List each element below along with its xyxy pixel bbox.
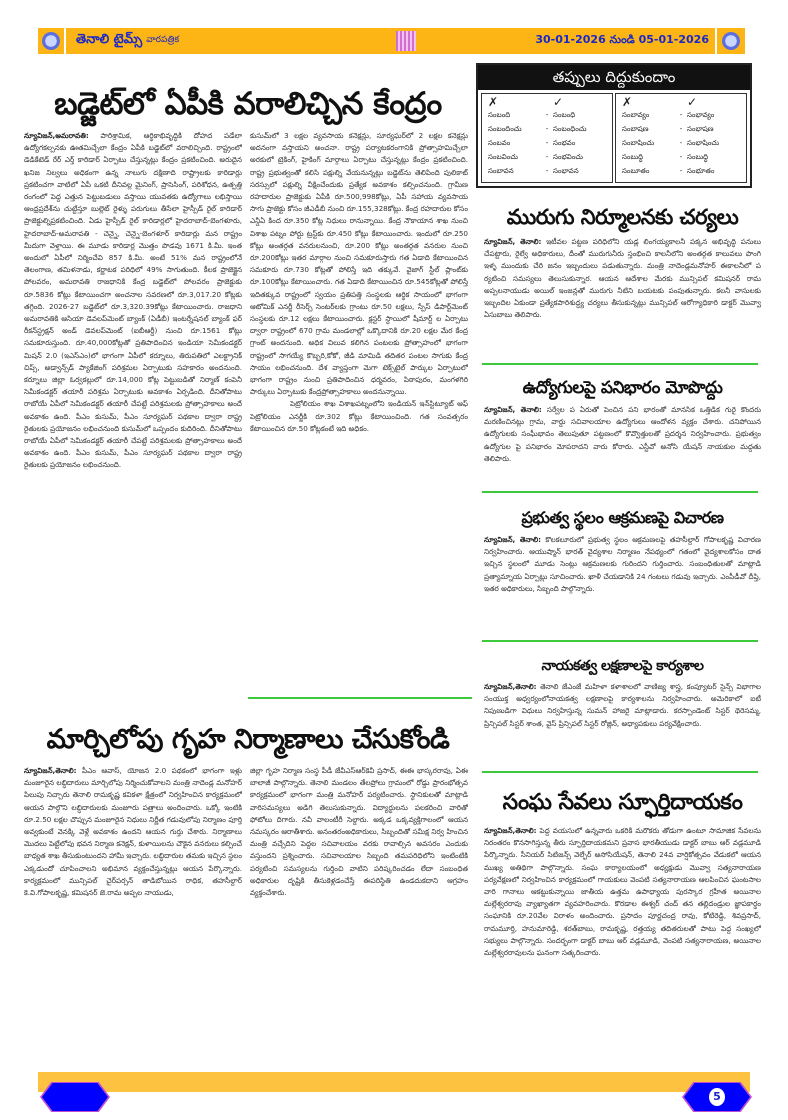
correction-row: సంబావన - సంభావన [488,167,579,175]
article-text: సర్వేల ప ఏరుతో పెంచిన పని భారంతో మానసిక ఒత్తిడిక గురై కొందరు మరణించినట్లు గ్రామ, వార్డు సచివాలయాల ఉద్యోగులు ఆందోళన వ్యక్తం చేశారు. చనిపోయిన ఉద్యోగులకు సంఘీభావం తెలుపుతూ పట్టణంలో కొవ్వొత్తులతో ప్రదర్శన నిర్వహించారు. ప్రభుత్వం ఉద్యోగుల పై పనిభారం మోపరాదని వారు కోరారు. ఎస్టీవో అనోసి యేషన్ నాయకుల మద్దతు తెలిపారు. [484,405,761,463]
masthead-logo-right [715,28,745,54]
masthead-logo [38,28,66,54]
article-drainage [484,236,761,344]
headline-employees: ఉద్యోగులపై పనిభారం మోపొద్దు [522,378,723,398]
correction-row: సంబుద్ధి - సంబుద్ధి [622,153,709,161]
emblem-icon [42,32,60,50]
dateline: న్యూవిజన్, తెనాలి: [484,237,542,246]
footer-bar [38,1072,750,1092]
article-text-tail: పెట్రోలియం శాఖ విశాఖపట్నంలోని ఇండియన్ ఇన్‌స్టిట్యూట్ ఆఫ్ పెట్రోలియం ఎనర్జీకి రూ.302 కోట్లు కేటాయించింది. గత సంవత్సరం కేటాయించిన రూ.50 కోట్లకంటే ఇది అధికం. [250,399,468,433]
headline-budget: బడ్జెట్‌లో ఏపీకి వరాలిచ్చిన కేంద్రం [54,86,442,122]
article-text: పెద్ద వయసులో ఉన్నవారు ఒకరికి మరొకరు తోడుగా ఉంటూ సామాజిక సేవలను నిరంతరం కొనసాగిస్తున్న తీరు స్ఫూర్తిదాయకమని ప్రవాస భారతీయుడు డాక్టర్ బాబు ఆర్ వడ్లమూడి పేర్కొన్నారు. సీనియర్ సిటిజన్స్ వెల్ఫేర్ అసోసియేషన్, తెనాలి 24వ వార్షికోత్సవం వేడుకలో ఆయన ముఖ్య అతిథిగా పాల్గొన్నారు. సంఘ కార్యాలయంలో అధ్యక్షుడు మొవ్వా సత్యనారాయణ పర్యవేక్షణలో నిర్వహించిన కార్యక్రమంలో గాయకులు వెంపటి సత్యనారాయణ ఆలపించిన ఘంటసాల వారి గానాలు ఆకట్టుకున్నాయి జాతీయ ఉత్తమ ఉపాధ్యాయ పురస్కార గ్రహీత అయినాల మల్లేశ్వరరావు వ్యాఖ్యాతగా వ్యవహరించారు. కొరడాల ఈశ్వర్ చంద్ తన తల్లిదండ్రుల జ్ఞాపకార్థం సంఘానికి రూ.20వేల విరాళం అందించారు. ప్రసాదం పూర్ణచంద్ర రావు, కోటిరెడ్డి, శివప్రసాద్, రామమూర్తి, హనుమారెడ్డి, శరత్‌బాబు, రామకృష్ణ, రత్తయ్య తదితరులతో పాటు పెద్ద సంఖ్యలో సభ్యులు పాల్గొన్నారు. సందర్భంగా డాక్టర్ బాబు ఆర్ వడ్లమూడి, వెంపటి సత్యనారాయణ, అయినాల మల్లేశ్వరరావులను ఘనంగా సత్కరించారు. [484,826,761,958]
headline-encroachment: ప్రభుత్వ స్థలం ఆక్రమణపై విచారణ [521,508,724,527]
issue-date-range: 30-01-2026 నుండి 05-01-2026 [535,33,709,46]
article-text: పీఎం ఆవాస్, యోజన 2.0 పథకంలో భాగంగా ఇళ్లు మంజూరైన లబ్ధిదారులు మార్చిలోపు నిర్మించుకోవాలని మంత్రి నాదెండ్ల మనోహర్ పిలుపు నిచ్చారు తెనాలి రామకృష్ణ కవికళా క్షేత్రంలో నిర్వహించిన కార్యక్రమంలో ఆయన పాల్గొని లబ్ధిదారులకు మంజూరు పత్రాలు అందించారు. ఒక్కో ఇంటికి రూ.2.50 లక్షల చొప్పున మంజూరైన నిధులు నిర్ణీత గడువులోపు నిర్మాణం పూర్తి అవ్వకుంటే వెనక్కి వెళ్లే అవకాశం ఉందని ఆయన గుర్తు చేశారు. నిర్మాణాలు మొదలు పెట్టేలోపు భవన నిర్మాణ కనెక్షన్, కుళాయిలను చౌకైన వనరులు కల్పించే బాధ్యత శాఖ తీసుకుంటుందని హామీ ఇచ్చారు. లబ్ధిదారుల తమకు ఇచ్చిన స్థలం ఎక్కడుందో చూపించాలని అభిమాన వ్యక్తంచేస్తున్నట్లు ఆయన పేర్కొన్నారు. కార్యక్రమంలో మున్సిపల్ చైర్‌పర్సన్ తాడిబోయిన రాధిక, తహసీల్దార్ కె.వి.గోపాలకృష్ణ, కమిషనర్ జె.రామ అప్పల నాయుడు, [24,766,242,898]
brand-subtitle: వారపత్రిక [146,35,180,45]
dateline: న్యూవిజన్,తెనాలి: [484,682,537,691]
article-housing-col2 [250,765,468,997]
article-text: జిల్లా గృహ నిర్మాణ సంస్థ పీడీ జేవీఎస్ఆర్‌కెవీ ప్రసాద్, ఈఈ భాస్కరరావు, ఏఈ బాలాజీ పాల్గొన్నారు. తెనాలి మండలం తేలప్రోలు గ్రామంలో రోడ్డు ప్రారంభోత్సవ కార్యక్రమంలో భాగంగా మంత్రి మనోహర్ పర్యటించారు. స్థానికులతో మాట్లాడి వారిసమస్యలు అడిగి తెలుసుకున్నారు. విద్యార్థులను పలకరించి వారితో ఫోటోలు దిగారు. నవీ వాలంటీరీ సెల్డారు. అక్కడ ఒక్కవ్యక్తిగాలంలో ఆయన నమస్కరం ఆరాతీశారు. అనంతరంఅధికారులు, సిబ్బందితో సమీక్ష నిర్వ హించిన మంత్రి వచ్చేదిని పెద్దల సచివాలయం వరకు రావాల్సిన అవసరం ఎందుకు వస్తుందని ప్రశ్నించారు. సచివాలయాల సిబ్బంది తమపరిధిలోని ఇంటింటికి పర్యటించి సమస్యలను గుర్తించి వాటిని పరిష్కరించడం లేదా సంబంధిత అధికారుల దృష్టికి తీసుకెళ్లడంచేస్తే ఈపరిస్థితి ఉండదుకదాని ఆగ్రహం వ్యక్తంచేశారు. [250,766,468,898]
headline-housing: మార్చిలోపు గృహ నిర్మాణాలు చేసుకోండి [46,724,450,755]
masthead-bar [38,28,745,54]
headline-leadership: నాయకత్వ లక్షణాలపై కార్యశాల [541,658,704,674]
correction-row: సంబాషించు - సంభాషించు [622,139,720,147]
correction-row: సంబవం - సంభవం [488,139,576,147]
headline-service: సంఘ సేవలు స్ఫూర్తిదాయకం [502,789,743,815]
dateline: న్యూవిజన్, తెనాలి: [484,405,542,414]
corrections-column-left [481,93,613,183]
corrections-box [476,63,752,188]
correction-row: సంబవించు - సంభవించు [488,153,583,161]
brand-name: తెనాలి టైమ్స్ [76,32,143,47]
wrong-mark-icon: ✗ [622,95,633,109]
check-mark-icon: ✓ [687,95,698,109]
article-housing-col1 [24,765,242,997]
decorative-pattern-icon [396,31,416,51]
check-mark-icon: ✓ [553,95,564,109]
dateline: న్యూవిజన్,అమరావతి: [24,131,89,140]
article-leadership [484,681,761,745]
separator-line [482,491,758,493]
separator-line [482,771,758,773]
correction-row: సంబూతం - సంభూతం [622,167,715,175]
page-number: 5 [709,1088,725,1106]
dateline: న్యూవిజన్,తెనాలి: [484,826,537,835]
article-text: తెనాలి జేఎంజే మహిళా కళాశాలలో వాణిజ్య శాస్త్ర, కంప్యూటర్ సైన్స్ విభాగాల సంయుక్త అధ్వర్యంలోనాయకత్వ లక్షణాలపై కార్యశాలను నిర్వహించారు. అమెరికాలో ఐటీ నిపుణుడిగా విధులు నిర్వహిస్తున్న సుమన్ హాజరై మాట్లాడారు. కరస్పాండెంట్ సిస్టర్ థెరెసమ్మ, ప్రిన్సిపల్ సిస్టర్ శాంత, వైస్ ప్రిన్సిపల్ సిస్టర్ రోజ్లిన్, అధ్యాపకులు పర్యవేక్షించారు. [484,682,761,728]
separator-line [248,697,472,699]
article-text: కొలకలూరులో ప్రభుత్వ స్థలం ఆక్రమణలపై తహసీల్దార్ గోపాలకృష్ణ విచారణ నిర్వహించారు. ఆయుష్మాన్ భారత్ వైద్యశాల నిర్మాణం నేపథ్యంలో గతంలో వైద్యశాలకోసం దాత ఇచ్చిన స్థలంలో మూడు సెంట్లు ఆక్రమణలకు గురిందని గుర్తించారు. సంబంధితులతో మాట్లాడి ప్రత్యామ్నాయ ఏర్పాట్లు సూచించారు. ఖాళీ చేయడానికి 24 గంటలు గడువు ఇచ్చారు. ఎంపీడీవో దీప్తి, ఇతర అధికారులు, సిబ్బంది పాల్గొన్నారు. [484,535,761,593]
article-text: పారిశ్రామిక, ఆర్థికాభివృద్ధికి దోహద పడేలా ఉద్యోగకల్పనకు ఊతమిచ్చేలా కేంద్రం ఏపీకి బడ్జెట్‌లో వరాలిచ్చింది. రాష్ట్రంలో డెడికేటెడ్ రేర్ ఎర్త్ కారిడార్ ఏర్పాటు చేస్తున్నట్లు కేంద్రం ప్రకటించింది. అరుదైన ఖనిజ నిల్వలు అధికంగా ఉన్న నాలుగు దక్షిణాది రాష్ట్రాలకు కారిడార్లు ప్రకటించగా వాటిలో ఏపీ ఒకటి దీనివల్ల మైనింగ్, ప్రాసెసింగ్, పరిశోధన, ఉత్పత్తి రంగంలో పెద్ద ఎత్తున పెట్టుబడులు వస్తాయి యువతకు ఉద్యోగాలు లభిస్తాయి ఆంధ్రప్రదేశ్‌ను చుట్టేస్తూ బుల్లెట్ రైళ్ళు పరుగులు తీసేలా హైస్పీడ్ రైల్ కారిడార్ ప్రాజెక్టుల్నిప్రకటించింది. ఏడు హైస్పీడ్ రైల్ కారిడార్లలో హైదరాబాద్-బెంగళూరు, హైదరాబాద్-అమరావతి - చెన్నై, చెన్నై-బెంగళూర్ కారిడార్లు మన రాష్ట్రం మీదుగా వెళ్తాయి. ఈ మూడు కారిడార్ల మొత్తం పొడవు 1671 కి.మీ. ఇంత అందులో ఏపీలో నిర్మించేవి 857 కి.మీ. అంటే 51% మన రాష్ట్రంలోనే తెలంగాణ, తమిళనాడు, కర్ణాటక పరిధిలో 49% సాగుతుంది. కీలక ప్రాజెక్టైన పోలవరం, అమరావతి రాజధానికి కేంద్ర బడ్జెట్‌లో పోలవరం ప్రాజెక్టుకు రూ.5836 కోట్లు కేటాయించగా అంచనాల సవరణలో రూ.3,017.20 కోట్లకు తగ్గింది. 2026-27 బడ్జెట్‌లో రూ.3,320.39కోట్లు కేటాయించారు. రాజధాని అమరావతికి ఆసియా డెవలప్‌మెంట్ బ్యాంక్ (ఏడీబీ) ఇంటర్నేషనల్ బ్యాంక్ ఫర్ రీకన్‌స్ట్రక్షన్ అండ్ డెవలప్‌మెంట్ (ఐబీఆర్డీ) నుంచి రూ.1561 కోట్లు సమకూరుస్తుంది. రూ.40,000కోట్లతో ప్రతిపాదించిన ఇండియా సెమీకండక్టర్ మిషన్ 2.0 (ఇఎస్ఎం)లో భాగంగా ఏపీలో కర్నూలు, తిరుపతిలో ఎలక్ట్రానిక్ చిప్స్, అడ్వాన్స్‌డ్ ప్యాకేజింగ్ పరిశ్రమల ఏర్పాటుకు సహకారం అందనుంది. కర్నూలు జిల్లా ఓర్వకల్లులో రూ.14,000 కోట్ల పెట్టుబడితో నిర్మాణ్ కంపెనీ సెమీకండక్టర్ తయారీ పరిశ్రమ ఏర్పాటుకు అవకాశం ఏర్పడింది. దీనితోపాటు రాబోయే ఏపీలో సెమీకండక్టర్ తయారీ చేపట్టే పరిశ్రమలకు ప్రోత్సాహకాలు అందే అవకాశం ఉంది. పీఎం కుసుమ్, పీఎం సూర్యఘర్ పథకాల ద్వారా రాష్ట్ర రైతులకు ప్రయోజనం లభించనుంది కుసుమ్‌లో ఒప్పందం కుదిరింది. దీనితోపాటు రాబోయే ఏపీలో సెమీకండక్టర్ తయారీ చేపట్టే పరిశ్రమలకు ప్రోత్సాహకాలు అందే అవకాశం ఉంది. పీఎం కుసుమ్, పీఎం సూర్యఘర్ పథకాల ద్వారా రాష్ట్ర రైతులకు ప్రయోజనం లభించనుంది. [24,131,242,470]
dateline: న్యూవిజన్,తెనాలి: [24,766,77,775]
article-text: కుసుమ్‌లో 3 లక్షల వ్యవసాయ కనెక్షన్లు, సూర్యఘర్‌లో 2 లక్షల కనెక్షన్లు అదనంగా వస్తాయని అంచనా. రాష్ట్ర పర్యాటకరంగానికి ప్రోత్సాహమిచ్చేలా అరకులో ట్రెకింగ్, హైకింగ్ మార్గాలు ఏర్పాటు చేస్తున్నట్లు కేంద్రం ప్రకటించింది. రాష్ట్ర ప్రభుత్వంతో కలిసి పక్షుల్ని వేయనున్నట్లు బడ్జెట్‌ను తెలిపింది పులికాట్ సరస్సులో పక్షుల్ని వీక్షించేందుకు ప్రత్యేక అవకాశం కల్పించనుంది. గ్రామీణ రహదారుల ప్రాజెక్టుకు ఏపీకి రూ.500,998కోట్లు, ఏపీ సహాయ వ్యవసాయ సాగు ప్రాజెక్టు కోసం జీఎడీబీ నుంచి రూ.155,328కోట్లు. కేంద్ర రహదారుల కోసం ఎన్డీఏ కింద రూ.350 కోట్ల నిధులు రానున్నాయి. కేంద్ర నౌకాయాన శాఖ నుంచి విశాఖ పట్నం పోర్టు ట్రస్ట్‌కు రూ.450 కోట్లు కేటాయించారు. ఇందులో రూ.250 కోట్లు అంతర్గత వనరులనుంచి, రూ.200 కోట్లు అంతర్గత వనరుల నుంచి రూ.200కోట్లు ఇతర మార్గాల నుంచి సమకూరుస్తారు గత ఏడాది కేటాయించిన సమకూరు రూ.730 కోట్లతో పోలిస్తే ఇది తక్కువే. వైజాగ్ స్టీల్ ప్లాంట్‌కు రూ.100కోట్లు కేటాయించారు. గత ఏడాది కేటాయించిన రూ.545కోట్లతో పోలిస్తే ఇదితక్కువ రాష్ట్రంలో స్వయం ప్రతిపత్తి సంస్థలకు ఆర్థిక సాయంలో భాగంగా ఆటోమిక్ ఎనర్జీ రీసెర్చ్ సెంటర్‌లకు గ్రాంటు రూ.50 లక్షలు, స్పేస్ డిపార్ట్‌మెంట్ సంస్థలకు రూ.12 లక్షలు కేటాయించారు. క్లస్టర్ స్థాయిలో షీమార్ట్ ల ఏర్పాటు ద్వారా రాష్ట్రంలో 670 గ్రామ మండలాల్లో ఒక్కొదానికి రూ.20 లక్షల మేర కేంద్ర గ్రాంట్ అందనుంది. అధిక విలువ కలిగిన పంటలకు ప్రోత్సాహంలో భాగంగా రాష్ట్రంలో సాగయ్యే కొబ్బరి,కోకో, జీడి మామిడి తదితర పంటల సాగుకు కేంద్ర సాయం లభించనుంది. దేశ వ్యాప్తంగా మెగా టెక్స్‌టైల్ పార్కుల ఏర్పాటులో భాగంగా రాష్ట్రం నుంచి ప్రతిపాదించిన ధర్మవరం, పిఠాపురం, మంగళగిరి పార్కులు ఏర్పాటుకు కేంద్రప్రోత్సాహకాలు అందనున్నాయి. [250,131,468,397]
headline-drainage: మురుగు నిర్మూలనకు చర్యలు [506,204,739,229]
emblem-icon [722,32,740,50]
article-text: ఇటీవల పట్టణ పరిధిలోని యడ్ల లింగయ్యకాలనీ పక్కన అభివృద్ధి పనులు చేపట్టారు, రైల్వే అధికారులు, దీంతో మురుగునీరు స్తంభించి కాలనీలోని అంతర్గత కాలువలు పొంగి ఇళ్ళ ముందుకు చేరి జనం ఇబ్బందులు పడుతున్నారు. మంత్రి నాదెండ్లమనోహర్ ఈకాలనీలో ప ర్యటించి సమస్యలు తెలుసుకున్నార. ఆయన ఆదేశాల మేరకు మున్సిపల్ కమిషనర్ రామ అప్పలనాయుడు అయిల్ ఇంజన్లతో మురుగు నీటిని బయటకు పంపుతున్నారు. కలనీ వాసులకు ఇబ్బందిల ఏకుండా ప్రత్యేకపారిశుద్ధ్య చర్యలు తీసుకున్నట్లు మున్సిపల్ ఆరోగ్యాధికారి డాక్టర్ మొవ్వా ఏసుబాబు తెలిపారు. [484,237,761,320]
corrections-column-right [615,93,747,183]
article-service [484,825,761,1045]
article-employees [484,404,761,466]
correction-row: సంబావ్యం - సంభావ్యం [622,111,715,119]
footer-hex-left [42,1083,108,1111]
wrong-mark-icon: ✗ [488,95,499,109]
separator-line [482,363,758,365]
dateline: న్యూవిజన్, తెనాలి: [484,535,542,544]
separator-line [482,640,758,642]
corrections-title: తప్పులు దిద్దుకుందాం [478,65,750,90]
correction-row: సంబందించు - సంబంధించు [488,125,587,133]
article-encroachment [484,534,761,620]
correction-row: సంబాషణ - సంభాషణ [622,125,714,133]
article-budget-col1 [24,130,242,690]
correction-row: సంబంది - సంబంధి [488,111,576,119]
article-budget-col2 [250,130,468,695]
